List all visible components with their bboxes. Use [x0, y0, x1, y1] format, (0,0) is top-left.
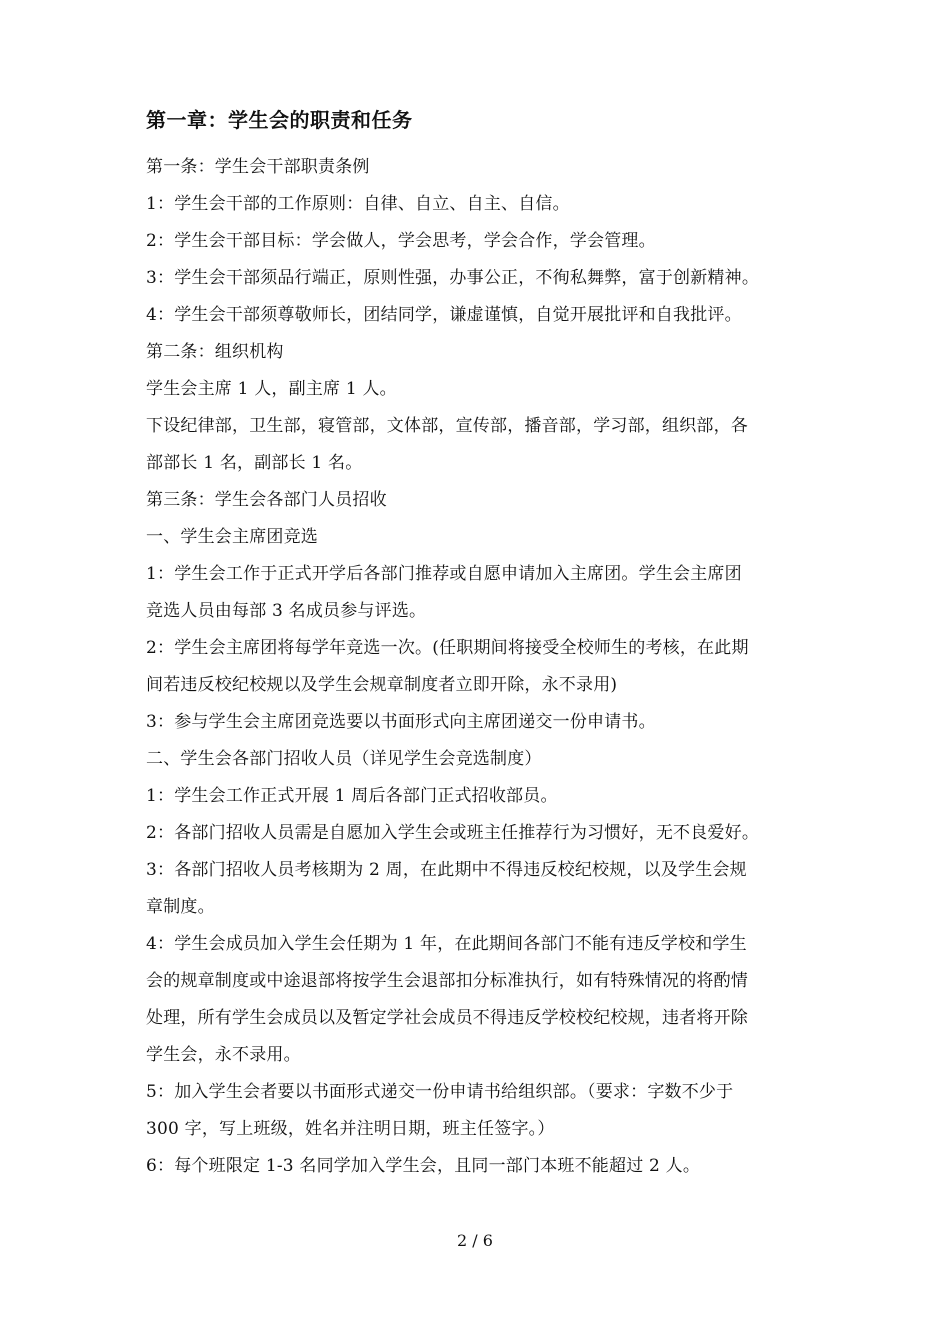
paragraph-line: 4：学生会干部须尊敬师长，团结同学，谦虚谨慎，自觉开展批评和自我批评。 [146, 305, 742, 325]
paragraph-line: 竞选人员由每部 3 名成员参与评选。 [146, 601, 427, 621]
paragraph-line: 二、学生会各部门招收人员（详见学生会竞选制度） [146, 749, 542, 769]
paragraph-line: 3：学生会干部须品行端正，原则性强，办事公正，不徇私舞弊，富于创新精神。 [146, 268, 760, 288]
paragraph-line: 第一条：学生会干部职责条例 [146, 157, 370, 177]
paragraph-line: 部部长 1 名，副部长 1 名。 [146, 453, 363, 473]
paragraph-line: 一、学生会主席团竞选 [146, 527, 318, 547]
paragraph-line: 3：参与学生会主席团竞选要以书面形式向主席团递交一份申请书。 [146, 712, 656, 732]
paragraph-line: 章制度。 [146, 897, 215, 917]
paragraph-line: 300 字，写上班级，姓名并注明日期，班主任签字。） [146, 1119, 555, 1139]
paragraph-line: 4：学生会成员加入学生会任期为 1 年，在此期间各部门不能有违反学校和学生 [146, 934, 747, 954]
paragraph-line: 下设纪律部，卫生部，寝管部，文体部，宣传部，播音部，学习部，组织部，各 [146, 416, 748, 436]
paragraph-line: 2：学生会干部目标：学会做人，学会思考，学会合作，学会管理。 [146, 231, 656, 251]
page-number: 2 / 6 [457, 1231, 493, 1250]
chapter-title: 第一章：学生会的职责和任务 [146, 108, 413, 132]
paragraph-line: 5：加入学生会者要以书面形式递交一份申请书给组织部。（要求：字数不少于 [146, 1082, 734, 1102]
paragraph-line: 会的规章制度或中途退部将按学生会退部扣分标准执行，如有特殊情况的将酌情 [146, 971, 748, 991]
paragraph-line: 第三条：学生会各部门人员招收 [146, 490, 387, 510]
paragraph-line: 学生会，永不录用。 [146, 1045, 301, 1065]
paragraph-line: 6：每个班限定 1-3 名同学加入学生会，且同一部门本班不能超过 2 人。 [146, 1156, 701, 1176]
paragraph-line: 1：学生会工作正式开展 1 周后各部门正式招收部员。 [146, 786, 558, 806]
paragraph-line: 2：学生会主席团将每学年竞选一次。(任职期间将接受全校师生的考核，在此期 [146, 638, 749, 658]
paragraph-line: 1：学生会工作于正式开学后各部门推荐或自愿申请加入主席团。学生会主席团 [146, 564, 742, 584]
document-body [146, 149, 826, 1185]
paragraph-line: 1：学生会干部的工作原则：自律、自立、自主、自信。 [146, 194, 570, 214]
paragraph-line: 第二条：组织机构 [146, 342, 284, 362]
paragraph-line: 2：各部门招收人员需是自愿加入学生会或班主任推荐行为习惯好，无不良爱好。 [146, 823, 760, 843]
paragraph-line: 间若违反校纪校规以及学生会规章制度者立即开除，永不录用) [146, 675, 618, 695]
paragraph-line: 3：各部门招收人员考核期为 2 周，在此期中不得违反校纪校规，以及学生会规 [146, 860, 747, 880]
paragraph-line: 学生会主席 1 人，副主席 1 人。 [146, 379, 397, 399]
paragraph-line: 处理，所有学生会成员以及暂定学社会成员不得违反学校校纪校规，违者将开除 [146, 1008, 748, 1028]
